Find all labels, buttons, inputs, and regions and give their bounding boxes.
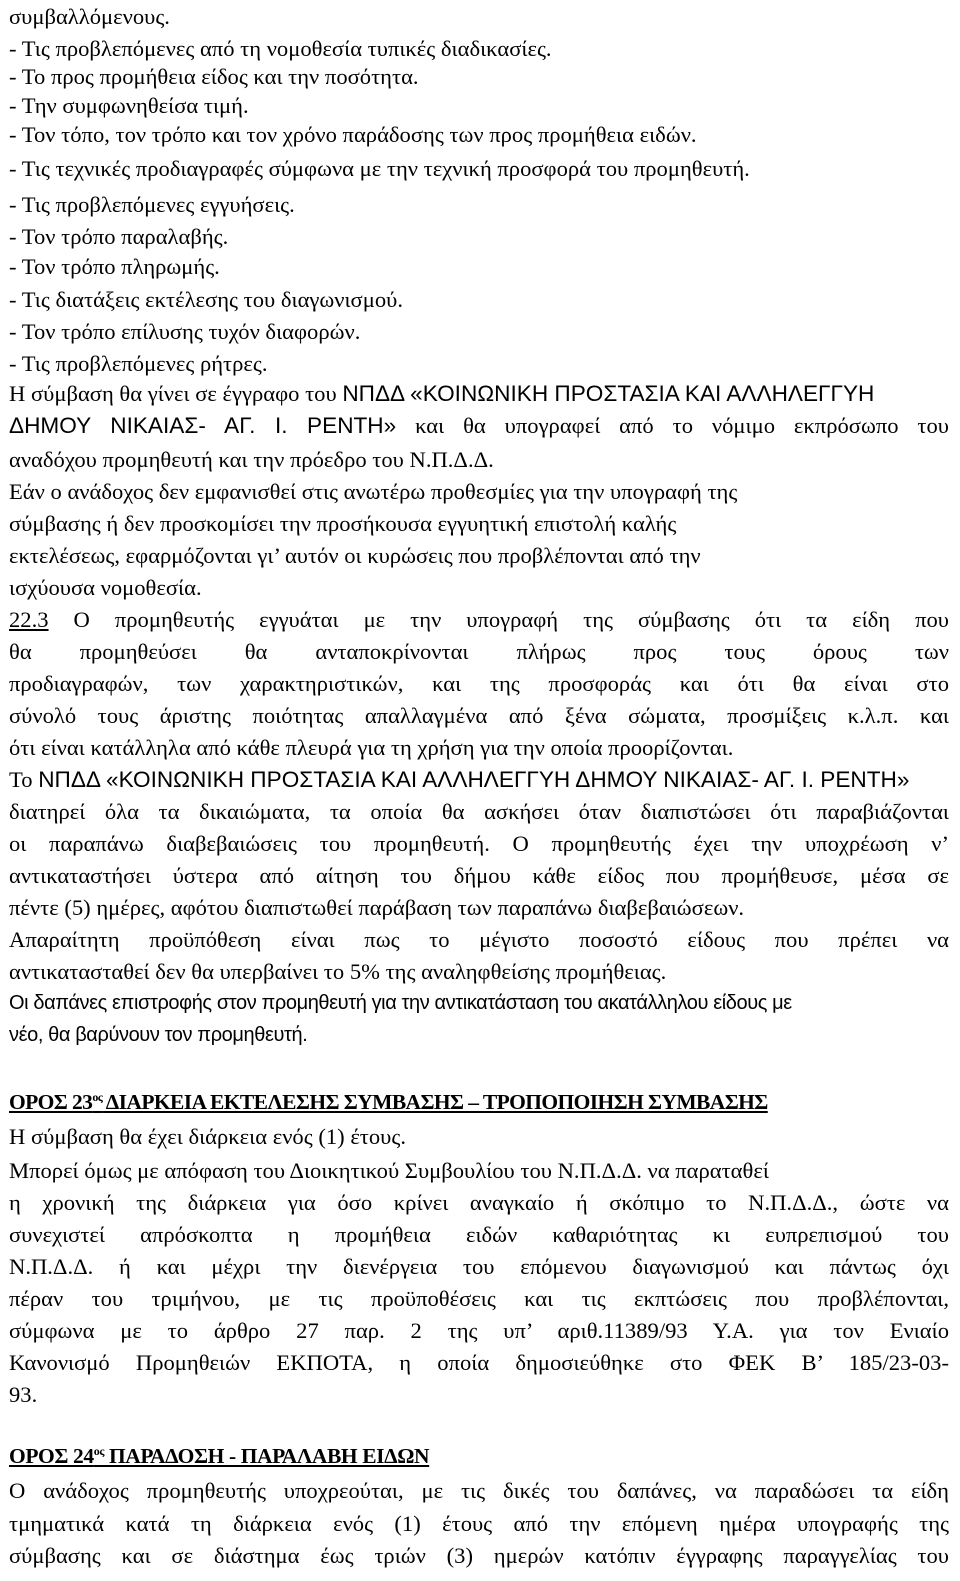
paragraph-line: αναδόχου προμηθευτή και την πρόεδρο του Ν.Π.Δ.Δ. (9, 447, 494, 472)
section-heading: ΟΡΟΣ $24^{o\varsigma}$ ΠΑΡΑΔΟΣΗ - ΠΑΡΑΛΑΒΗ ΕΙΔΩΝ (9, 1443, 430, 1468)
paragraph-line: Μπορεί όμως με απόφαση του Διοικητικού Συμβουλίου του Ν.Π.Δ.Δ. να παραταθεί (9, 1158, 769, 1183)
text-line: συμβαλλόμενους. (9, 4, 170, 29)
paragraph-line: ότι είναι κατάλληλα από κάθε πλευρά για τη χρήση για την οποία προορίζονται. (9, 735, 734, 760)
organization-name: ΝΠΔΔ «ΚΟΙΝΩΝΙΚΗ ΠΡΟΣΤΑΣΙΑ ΚΑΙ ΑΛΛΗΛΕΓΓΥΗ ΔΗΜΟΥ ΝΙΚΑΙΑΣ- ΑΓ. Ι. ΡΕΝΤΗ» (38, 767, 910, 792)
list-item: - Την συμφωνηθείσα τιμή. (9, 93, 249, 118)
paragraph-line: η χρονική της διάρκεια για όσο κρίνει αναγκαίο ή σκόπιμο το Ν.Π.Δ.Δ., ώστε να (9, 1190, 949, 1215)
paragraph-line: οι παραπάνω διαβεβαιώσεις του προμηθευτή. Ο προμηθευτής έχει την υποχρέωση ν’ (9, 831, 949, 856)
paragraph-line: Απαραίτητη προϋπόθεση είναι πως το μέγιστο ποσοστό είδους που πρέπει να (9, 927, 949, 952)
paragraph-line: Το ΝΠΔΔ «ΚΟΙΝΩΝΙΚΗ ΠΡΟΣΤΑΣΙΑ ΚΑΙ ΑΛΛΗΛΕΓΓΥΗ ΔΗΜΟΥ ΝΙΚΑΙΑΣ- ΑΓ. Ι. ΡΕΝΤΗ» (9, 767, 910, 792)
list-item: - Τον τόπο, τον τρόπο και τον χρόνο παράδοσης των προς προμήθεια ειδών. (9, 122, 697, 147)
paragraph-line: θα προμηθεύσει θα ανταποκρίνονται πλήρως προς τους όρους των (9, 639, 949, 664)
paragraph-line: πέντε (5) ημέρες, αφότου διαπιστωθεί παράβαση των παραπάνω διαβεβαιώσεων. (9, 895, 745, 920)
paragraph-line: Κανονισμό Προμηθειών ΕΚΠΟΤΑ, η οποία δημοσιεύθηκε στο ΦΕΚ Β’ 185/23-03- (9, 1350, 949, 1375)
paragraph-line: αντικαταστήσει ύστερα από αίτηση του δήμου κάθε είδος που προμήθευσε, μέσα σε (9, 863, 949, 888)
paragraph-line: ισχύουσα νομοθεσία. (9, 575, 202, 600)
paragraph-line: σύμβασης και σε διάστημα έως τριών (3) ημερών κατόπιν έγγραφης παραγγελίας του (9, 1543, 949, 1568)
paragraph-line: σύμβασης ή δεν προσκομίσει την προσήκουσα εγγυητική επιστολή καλής (9, 511, 677, 536)
list-item: - Το προς προμήθεια είδος και την ποσότητα. (9, 64, 419, 89)
list-item: - Τις τεχνικές προδιαγραφές σύμφωνα με την τεχνική προσφορά του προμηθευτή. (9, 156, 750, 181)
paragraph-line: ΔΗΜΟΥ ΝΙΚΑΙΑΣ- ΑΓ. Ι. ΡΕΝΤΗ» και θα υπογραφεί από το νόμιμο εκπρόσωπο του (9, 413, 949, 438)
list-item: - Τις προβλεπόμενες εγγυήσεις. (9, 192, 295, 217)
list-item: - Τις προβλεπόμενες από τη νομοθεσία τυπικές διαδικασίες. (9, 36, 552, 61)
paragraph-line: 22.3 Ο προμηθευτής εγγυάται με την υπογραφή της σύμβασης ότι τα είδη που (9, 607, 949, 632)
paragraph-line: αντικατασταθεί δεν θα υπερβαίνει το 5% της αναληφθείσης προμήθειας. (9, 959, 667, 984)
paragraph-line: διατηρεί όλα τα δικαιώματα, τα οποία θα ασκήσει όταν διαπιστώσει ότι παραβιάζονται (9, 799, 949, 824)
organization-name: ΔΗΜΟΥ ΝΙΚΑΙΑΣ- ΑΓ. Ι. ΡΕΝΤΗ» (9, 413, 397, 438)
paragraph-line: 93. (9, 1382, 38, 1407)
paragraph-line: Εάν ο ανάδοχος δεν εμφανισθεί στις ανωτέρω προθεσμίες για την υπογραφή της (9, 479, 738, 504)
paragraph-line: τμηματικά κατά τη διάρκεια ενός (1) έτους από την επόμενη ημέρα υπογραφής της (9, 1511, 949, 1536)
section-heading: ΟΡΟΣ $23^{o\varsigma}$ ΔΙΑΡΚΕΙΑ ΕΚΤΕΛΕΣΗΣ ΣΥΜΒΑΣΗΣ – ΤΡΟΠΟΠΟΙΗΣΗ ΣΥΜΒΑΣΗΣ (9, 1089, 768, 1114)
section-number: 22.3 (9, 607, 49, 632)
paragraph-line: Η σύμβαση θα γίνει σε έγγραφο του ΝΠΔΔ «ΚΟΙΝΩΝΙΚΗ ΠΡΟΣΤΑΣΙΑ ΚΑΙ ΑΛΛΗΛΕΓΓΥΗ (9, 381, 875, 406)
paragraph-line: νέο, θα βαρύνουν τον προμηθευτή. (9, 1024, 308, 1046)
paragraph-line: Η σύμβαση θα έχει διάρκεια ενός (1) έτους. (9, 1124, 406, 1149)
list-item: - Τον τρόπο πληρωμής. (9, 254, 220, 279)
paragraph-line: εκτελέσεως, εφαρμόζονται γι’ αυτόν οι κυρώσεις που προβλέπονται από την (9, 543, 701, 568)
paragraph-line: Ο ανάδοχος προμηθευτής υποχρεούται, με τις δικές του δαπάνες, να παραδώσει τα είδη (9, 1478, 949, 1503)
list-item: - Τον τρόπο επίλυσης τυχόν διαφορών. (9, 319, 361, 344)
organization-name: ΝΠΔΔ «ΚΟΙΝΩΝΙΚΗ ΠΡΟΣΤΑΣΙΑ ΚΑΙ ΑΛΛΗΛΕΓΓΥΗ (342, 381, 875, 406)
paragraph-line: σύνολό τους άριστης ποιότητας απαλλαγμένα από ξένα σώματα, προσμίξεις κ.λ.π. και (9, 703, 949, 728)
list-item: - Τις προβλεπόμενες ρήτρες. (9, 351, 268, 376)
paragraph-line: προδιαγραφών, των χαρακτηριστικών, και της προσφοράς και ότι θα είναι στο (9, 671, 949, 696)
paragraph-line: πέραν του τριμήνου, με τις προϋποθέσεις και τις εκπτώσεις που προβλέπονται, (9, 1286, 949, 1311)
paragraph-line: Οι δαπάνες επιστροφής στον προμηθευτή για την αντικατάσταση του ακατάλληλου είδους με (9, 992, 792, 1014)
paragraph-line: σύμφωνα με το άρθρο 27 παρ. 2 της υπ’ αριθ.11389/93 Υ.Α. για τον Ενιαίο (9, 1318, 949, 1343)
list-item: - Τις διατάξεις εκτέλεσης του διαγωνισμού. (9, 287, 403, 312)
paragraph-line: Ν.Π.Δ.Δ. ή και μέχρι την διενέργεια του επόμενου διαγωνισμού και πάντως όχι (9, 1254, 949, 1279)
list-item: - Τον τρόπο παραλαβής. (9, 224, 229, 249)
paragraph-line: συνεχιστεί απρόσκοπτα η προμήθεια ειδών καθαριότητας κι ευπρεπισμού του (9, 1222, 949, 1247)
